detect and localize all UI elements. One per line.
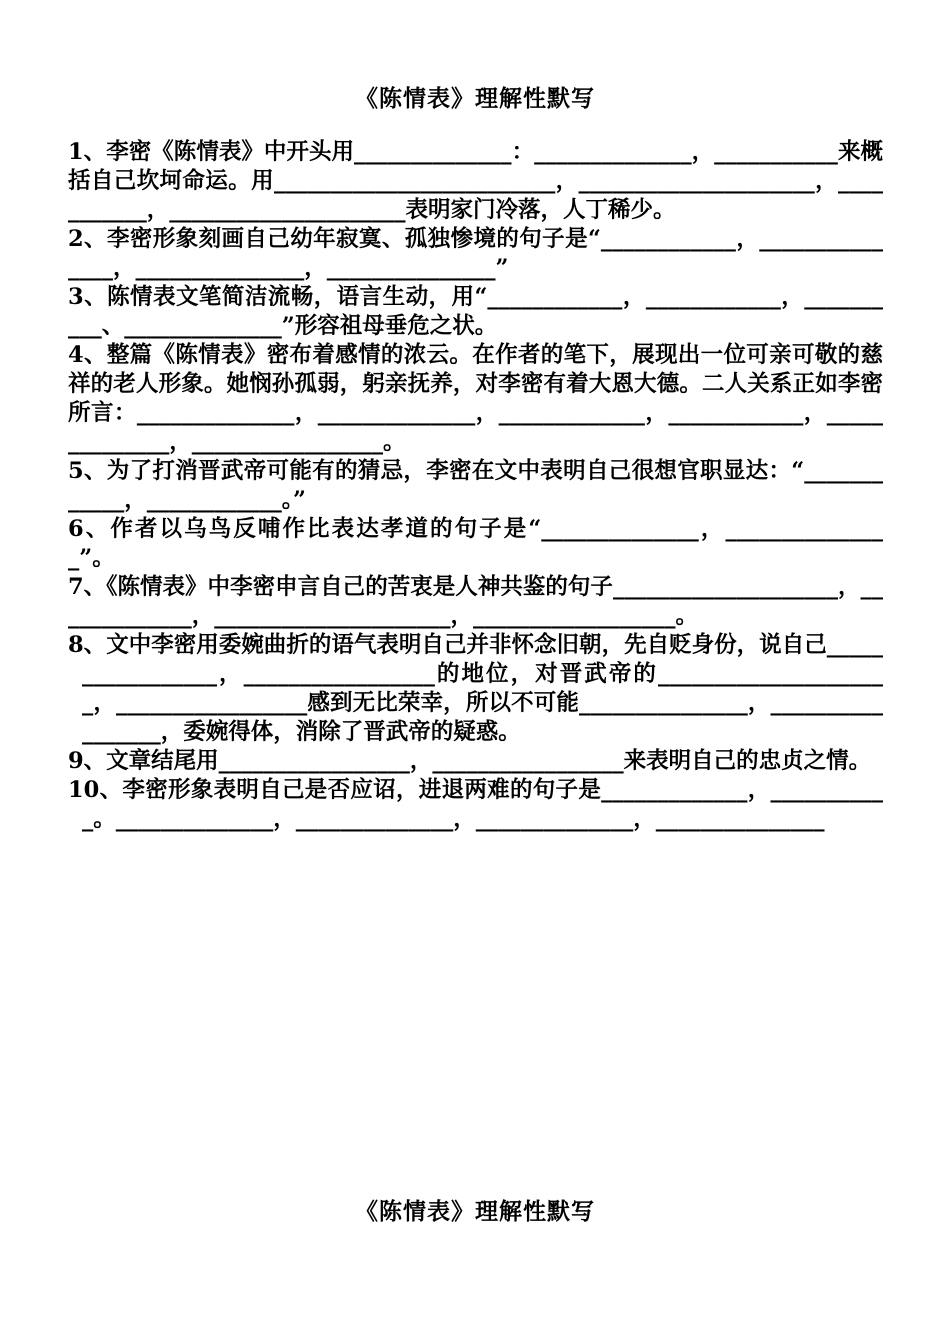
question-4: 4、整篇《陈情表》密布着感情的浓云。在作者的笔下，展现出一位可亲可敬的慈祥的老人形象。她悯孙孤弱，躬亲抚养，对李密有着大恩大德。二人关系正如李密所言：______________，______________，_____________，____________，______________，_________________。 [68,342,883,455]
question-1: 1、李密《陈情表》中开头用______________：______________，___________来概括自己坎坷命运。用_________________________，_____________________，___________，_____________________表明家门冷落，人丁稀少。 [68,139,883,223]
question-10: 10、李密形象表明自己是否应诏，进退两难的句子是_____________，___________。______________，______________，______________，_______________ [68,777,883,832]
page-title-repeat: 《陈情表》理解性默写 [355,1198,595,1225]
question-7: 7、《陈情表》中李密申言自己的苦衷是人神共鉴的句子____________________，_____________，_____________________，__________________。 [68,574,883,629]
question-2: 2、李密形象刻画自己幼年寂寞、孤独惨境的句子是“____________，_______________，_______________，_______________” [68,226,883,281]
page-title: 《陈情表》理解性默写 [355,85,595,112]
question-5: 5、为了打消晋武帝可能有的猜忌，李密在文中表明自己很想官职显达：“____________，____________。” [68,458,883,513]
question-8: 8、文中李密用委婉曲折的语气表明自己并非怀念旧朝，先自贬身份，说自己_________________，_________________的地位，对晋武帝的_____________________，_________________感到无比荣幸，所以不可能_______________，_________________，委婉得体，消除了晋武帝的疑惑。 [68,632,883,745]
question-list [68,138,883,834]
question-9: 9、文章结尾用_________________，_________________来表明自己的忠贞之情。 [68,748,872,774]
question-3: 3、陈情表文笔简洁流畅，语言生动，用“____________，____________，__________、______________”形容祖母垂危之状。 [68,284,883,339]
question-6: 6、作者以乌鸟反哺作比表达孝道的句子是“______________，_______________”。 [68,516,883,571]
